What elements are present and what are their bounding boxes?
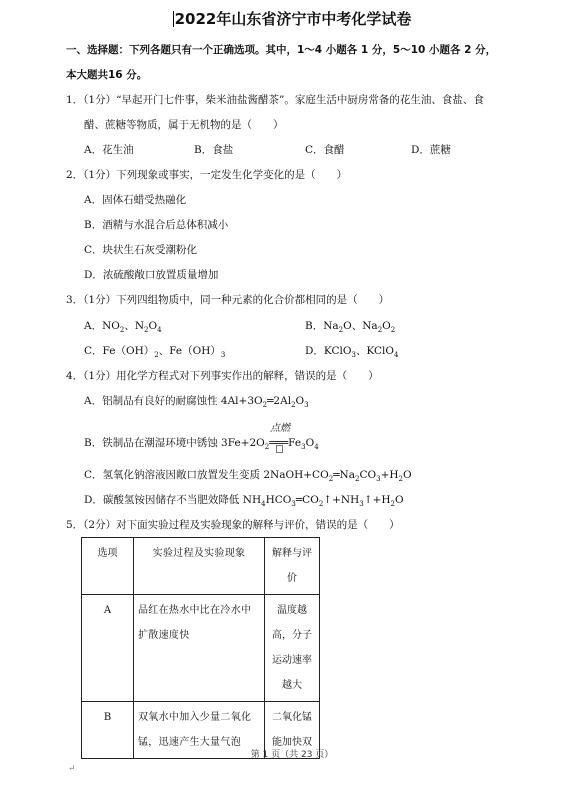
- q3-stem: 3．（1分）下列四组物质中，同一种元素的化合价都相同的是（ ）: [66, 294, 390, 306]
- q2-option-b: B．酒精与水混合后总体积减小: [84, 219, 229, 231]
- q4-option-c: C．氢氧化钠溶液因敞口放置发生变质 $2NaOH+CO_2═Na_2CO_3+H_2O$: [84, 469, 412, 484]
- q1-stem-line2: 醋、蔗糖等物质，属于无机物的是（ ）: [84, 119, 284, 131]
- paragraph-mark-icon: ↵: [68, 764, 76, 774]
- q5-table: [81, 537, 320, 759]
- table-cell: 双氧水中加入少量二氧化锰，迅速产生大量气泡: [134, 702, 265, 759]
- reaction-condition-label: 点燃: [270, 423, 290, 434]
- q2-stem: 2．（1分）下列现象或事实，一定发生化学变化的是（ ）: [66, 169, 348, 181]
- section-heading-line2: 本大题共16 分。: [66, 69, 148, 81]
- q4-option-a: A．铝制品有良好的耐腐蚀性 $4Al+3O_2═2Al_2O_3$: [84, 395, 309, 410]
- page-footer: 第 1 页（共 23 页）: [250, 750, 334, 760]
- q4-option-d: D．碳酸氢铵因储存不当肥效降低 $NH_4HCO_3═CO_2↑+NH_3↑+H_2O$: [84, 494, 404, 509]
- table-cell: B: [82, 702, 134, 759]
- table-row: [82, 595, 320, 702]
- q1-option-c: C．食醋: [305, 144, 345, 156]
- q1-option-d: D．蔗糖: [411, 144, 451, 156]
- table-cell: 温度越高，分子运动速率越大: [265, 595, 320, 702]
- q5-stem: 5．（2分）对下面实验过程及实验现象的解释与评价，错误的是（ ）: [66, 519, 400, 531]
- table-header-cell: 解释与评价: [265, 538, 320, 595]
- q3-option-b: B．$Na_2O$、$Na_2O_2$: [305, 320, 396, 335]
- q4-option-b: B．铁制品在潮湿环境中锈蚀 $3Fe+2O_2═══Fe_3O_4$: [84, 437, 319, 452]
- q2-option-a: A．固体石蜡受热融化: [84, 194, 187, 206]
- exam-title: 2022年山东省济宁市中考化学试卷: [174, 10, 412, 28]
- table-header-cell: 选项: [82, 538, 134, 595]
- table-header-cell: 实验过程及实验现象: [134, 538, 265, 595]
- q2-option-c: C．块状生石灰受潮粉化: [84, 244, 198, 256]
- section-heading-line1: 一、选择题：下列各题只有一个正确选项。其中，1～4 小题各 1 分，5～10 小题各 2 分，: [66, 44, 497, 56]
- text-cursor: [173, 11, 174, 27]
- q3-option-c: C．$Fe(OH)_2$、$Fe(OH)_3$: [84, 345, 226, 360]
- q3-option-a: A．$NO_2$、$N_2O_4$: [84, 320, 162, 335]
- q4-stem: 4．（1分）用化学方程式对下列事实作出的解释，错误的是（ ）: [66, 370, 379, 382]
- q3-option-d: D．KClO$_3$、KClO$_4$: [305, 345, 399, 360]
- table-cell: A: [82, 595, 134, 702]
- q1-stem-line1: 1．（1分）“早起开门七件事，柴米油盐酱醋茶”。家庭生活中厨房常备的花生油、食盐、食: [66, 94, 484, 106]
- placeholder-box-icon: [276, 445, 283, 453]
- table-cell: 二氧化锰能加快双: [265, 702, 320, 759]
- q1-option-b: B．食盐: [194, 144, 234, 156]
- q2-option-d: D．浓硫酸敞口放置质量增加: [84, 269, 219, 281]
- table-cell: 品红在热水中比在冷水中扩散速度快: [134, 595, 265, 702]
- q1-option-a: A．花生油: [84, 144, 134, 156]
- table-header-row: [82, 538, 320, 595]
